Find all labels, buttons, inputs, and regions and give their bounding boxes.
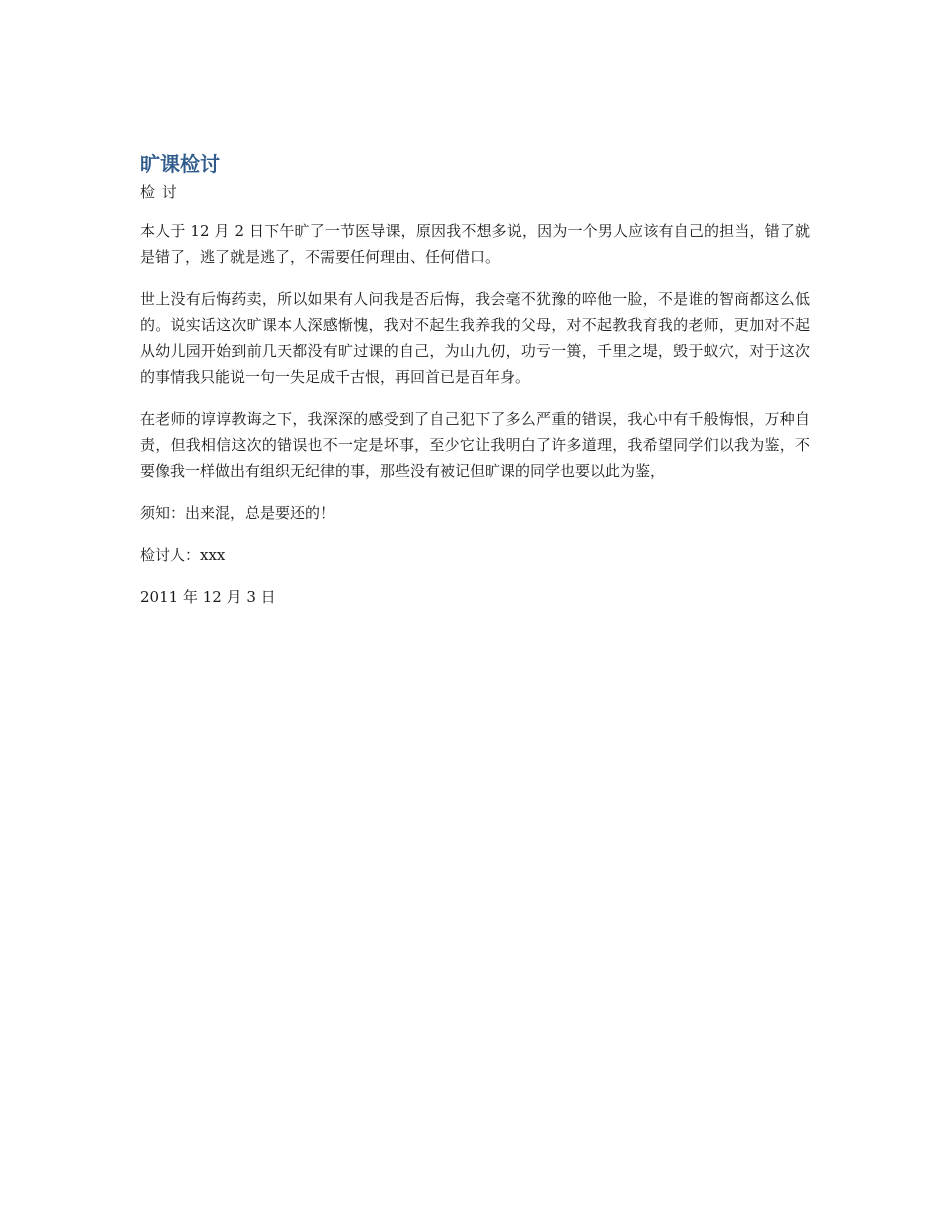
paragraph-4: 须知：出来混，总是要还的！ — [140, 504, 336, 522]
document-title: 旷课检讨 — [140, 152, 220, 176]
paragraph-1: 本人于 12 月 2 日下午旷了一节医导课，原因我不想多说，因为一个男人应该有自己的担当，错了就是错了，逃了就是逃了，不需要任何理由、任何借口。 — [140, 222, 810, 266]
document-page — [140, 148, 810, 626]
document-subtitle: 检 讨 — [140, 183, 178, 201]
document-date: 2011 年 12 月 3 日 — [140, 588, 276, 606]
paragraph-2: 世上没有后悔药卖，所以如果有人问我是否后悔，我会毫不犹豫的啐他一脸，不是谁的智商都这么低的。说实话这次旷课本人深感惭愧，我对不起生我养我的父母，对不起教我育我的老师，更加对不起从幼儿园开始到前几天都没有旷过课的自己，为山九仞，功亏一篑，千里之堤，毁于蚁穴，对于这次的事情我只能说一句一失足成千古恨，再回首已是百年身。 — [140, 290, 810, 386]
paragraph-3: 在老师的谆谆教诲之下，我深深的感受到了自己犯下了多么严重的错误，我心中有千般悔恨，万种自责，但我相信这次的错误也不一定是坏事，至少它让我明白了许多道理，我希望同学们以我为鉴，不要像我一样做出有组织无纪律的事，那些没有被记但旷课的同学也要以此为鉴， — [140, 410, 810, 480]
signature: 检讨人：xxx — [140, 546, 226, 564]
